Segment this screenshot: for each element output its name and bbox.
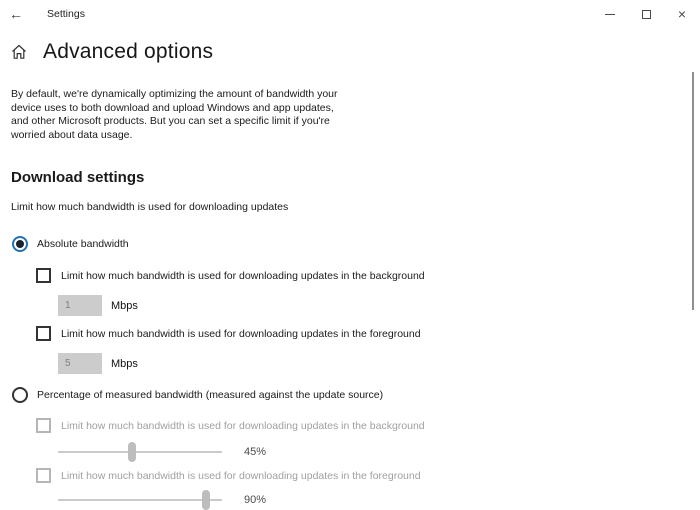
minimize-icon	[605, 14, 615, 15]
window-controls	[592, 0, 700, 28]
slider-value-label: 45%	[244, 446, 267, 459]
download-settings-heading: Download settings	[11, 169, 145, 187]
checkbox-icon	[36, 418, 51, 433]
radio-label: Percentage of measured bandwidth (measured against the update source)	[37, 389, 384, 402]
slider	[58, 490, 222, 510]
slider-thumb	[202, 490, 210, 510]
slider-track	[58, 499, 222, 501]
background-percent-slider-row	[58, 442, 700, 462]
intro-paragraph: By default, we're dynamically optimizing the amount of bandwidth your device uses to both download and upload Windows and app updates, and other Microsoft products. But you can set a specific limit if you're worried about data usage.	[11, 88, 338, 141]
radio-dot	[16, 240, 24, 248]
vertical-scrollbar[interactable]	[692, 72, 694, 310]
back-button[interactable]	[0, 0, 34, 28]
window-title: Settings	[47, 8, 85, 20]
mbps-unit-label: Mbps	[111, 299, 138, 312]
checkbox-label: Limit how much bandwidth is used for downloading updates in the foreground	[61, 469, 421, 482]
radio-absolute-bandwidth[interactable]	[12, 236, 700, 252]
home-icon	[11, 44, 27, 60]
slider-thumb	[128, 442, 136, 462]
slider-value-label: 90%	[244, 494, 267, 507]
checkbox-icon[interactable]	[36, 326, 51, 341]
slider	[58, 442, 222, 462]
minimize-button[interactable]	[592, 0, 628, 28]
checkbox-percentage-foreground	[36, 468, 700, 483]
foreground-mbps-input	[58, 353, 102, 374]
radio-button-icon[interactable]	[12, 387, 28, 403]
absolute-background-value-row	[58, 295, 700, 316]
background-mbps-input	[58, 295, 102, 316]
checkbox-icon	[36, 468, 51, 483]
checkbox-label: Limit how much bandwidth is used for downloading updates in the background	[61, 269, 425, 282]
checkbox-icon[interactable]	[36, 268, 51, 283]
checkbox-label: Limit how much bandwidth is used for downloading updates in the background	[61, 419, 425, 432]
maximize-icon	[642, 10, 651, 19]
checkbox-absolute-background[interactable]	[36, 268, 700, 283]
slider-track	[58, 451, 222, 453]
close-button[interactable]	[664, 0, 700, 28]
absolute-foreground-value-row	[58, 353, 700, 374]
back-arrow-icon: ←	[9, 6, 23, 22]
checkbox-absolute-foreground[interactable]	[36, 326, 700, 341]
page-header	[11, 40, 700, 64]
download-settings-subheading: Limit how much bandwidth is used for downloading updates	[11, 201, 289, 214]
page-title: Advanced options	[43, 40, 214, 63]
radio-percentage-bandwidth[interactable]	[12, 387, 700, 403]
titlebar	[0, 0, 700, 28]
checkbox-label: Limit how much bandwidth is used for downloading updates in the foreground	[61, 327, 421, 340]
radio-label: Absolute bandwidth	[37, 238, 129, 251]
checkbox-percentage-background	[36, 418, 700, 433]
mbps-unit-label: Mbps	[111, 357, 138, 370]
maximize-button[interactable]	[628, 0, 664, 28]
foreground-percent-slider-row	[58, 490, 700, 510]
radio-button-icon[interactable]	[12, 236, 28, 252]
close-icon: ×	[677, 6, 687, 22]
